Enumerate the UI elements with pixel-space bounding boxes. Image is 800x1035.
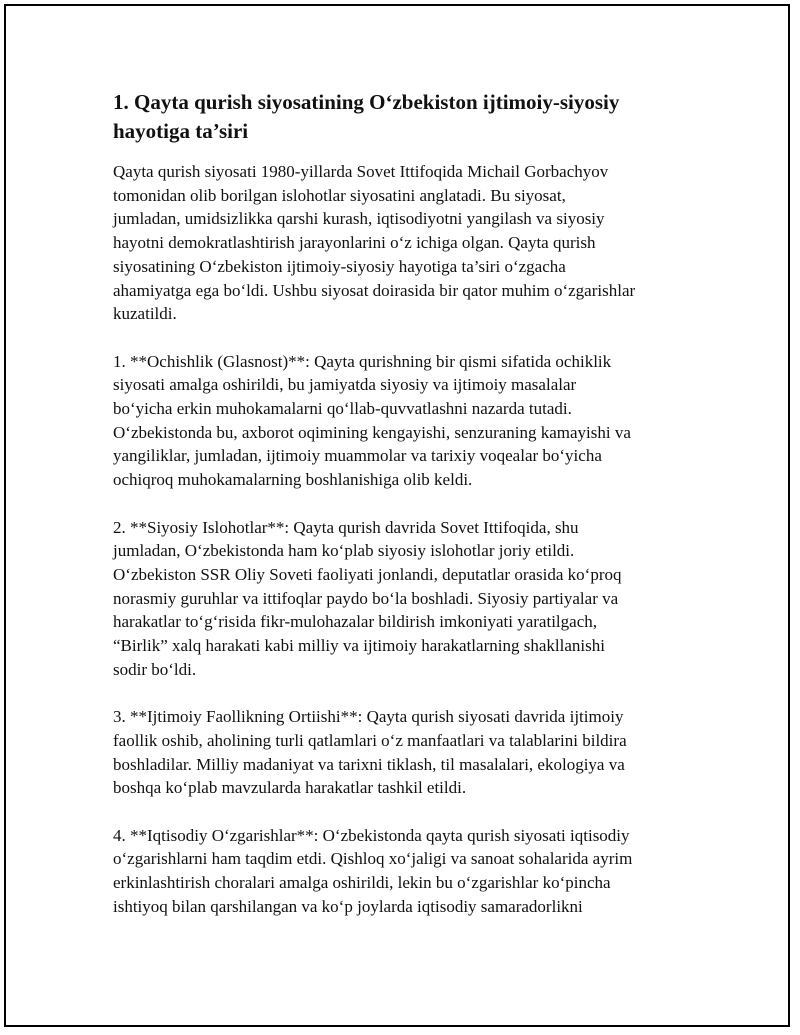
document-title: 1. Qayta qurish siyosatining O‘zbekiston ijtimoiy-siyosiy hayotiga ta’siri bbox=[113, 90, 620, 143]
point-4-paragraph: 4. **Iqtisodiy O‘zgarishlar**: O‘zbekistonda qayta qurish siyosati iqtisodiy o‘zgarishlarni ham taqdim etdi. Qishloq xo‘jaligi va sanoat sohalarida ayrim erkinlashtirish choralari amalga oshirildi, lekin bu o‘zgarishlar ko‘pincha ishtiyoq bilan qarshilangan va ko‘p joylarda iqtisodiy samaradorlikni bbox=[113, 825, 633, 916]
point-2-paragraph: 2. **Siyosiy Islohotlar**: Qayta qurish davrida Sovet Ittifoqida, shu jumladan, O‘zbekistonda ham ko‘plab siyosiy islohotlar joriy etildi. O‘zbekiston SSR Oliy Soveti faoliyati jonlandi, deputatlar orasida ko‘proq norasmiy guruhlar va ittifoqlar paydo bo‘la boshladi. Siyosiy partiyalar va harakatlar to‘g‘risida fikr-mulohazalar bildirish imkoniyati yaratilgach, “Birlik” xalq harakati kabi milliy va ijtimoiy harakatlarning shakllanishi sodir bo‘ldi. bbox=[113, 517, 622, 679]
intro-paragraph: Qayta qurish siyosati 1980-yillarda Sovet Ittifoqida Michail Gorbachyov tomonidan olib borilgan islohotlar siyosatini anglatadi. Bu siyosat, jumladan, umidsizlikka qarshi kurash, iqtisodiyotni yangilash va siyosiy hayotni demokratlashtirish jarayonlarini o‘z ichiga olgan. Qayta qurish siyosatining O‘zbekiston ijtimoiy-siyosiy hayotiga ta’siri o‘zgacha ahamiyatga ega bo‘ldi. Ushbu siyosat doirasida bir qator muhim o‘zgarishlar kuzatildi. bbox=[113, 162, 636, 324]
document-body bbox=[113, 88, 693, 942]
point-3-paragraph: 3. **Ijtimoiy Faollikning Ortiishi**: Qayta qurish siyosati davrida ijtimoiy faollik oshib, aholining turli qatlamlari o‘z manfaatlari va talablarini bildira boshladilar. Milliy madaniyat va tarixni tiklash, til masalalari, ekologiya va boshqa ko‘plab mavzularda harakatlar tashkil etildi. bbox=[113, 707, 627, 798]
point-1-paragraph: 1. **Ochishlik (Glasnost)**: Qayta qurishning bir qismi sifatida ochiklik siyosati amalga oshirildi, bu jamiyatda siyosiy va ijtimoiy masalalar bo‘yicha erkin muhokamalarni qo‘llab-quvvatlashni nazarda tutadi. O‘zbekistonda bu, axborot oqimining kengayishi, senzuraning kamayishi va yangiliklar, jumladan, ijtimoiy muammolar va tarixiy voqealar bo‘yicha ochiqroq muhokamalarning boshlanishiga olib keldi. bbox=[113, 351, 631, 490]
